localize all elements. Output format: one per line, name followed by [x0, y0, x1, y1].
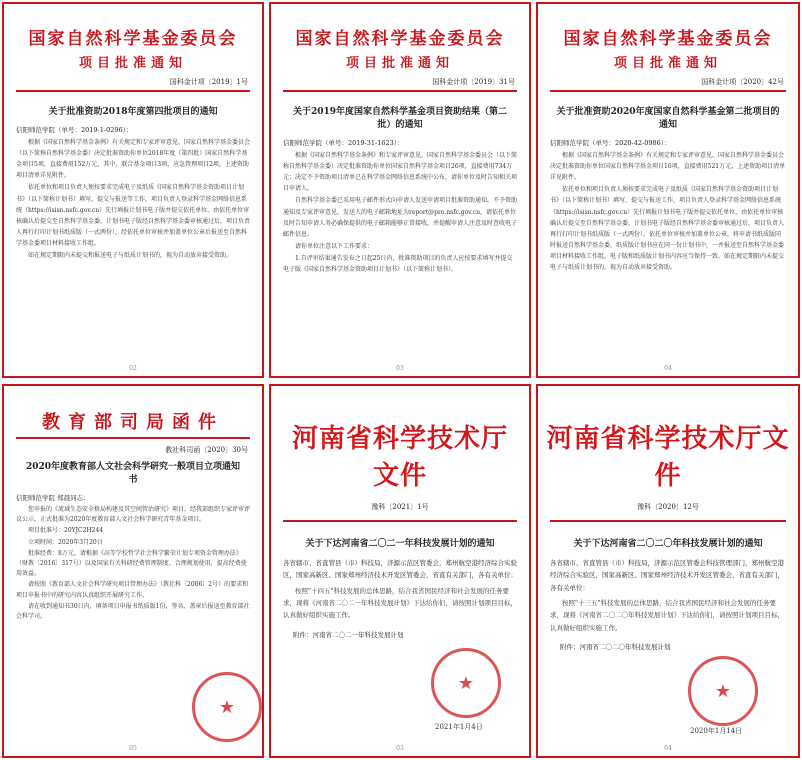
addressee: 各省辖市、省直管县（市）科技局，济源示范区管委会科技管理部门，郑州航空港经济综合实验区，国家高新区、国家郑州经济技术开发区管委会，省直有关部门，各有关单位：	[550, 559, 784, 592]
addressee: 信阳师范学院（单号：2019-31-1623）：	[283, 139, 404, 148]
issue-date: 2020年1月14日	[690, 727, 743, 735]
document-body	[283, 150, 517, 275]
paragraph: 请在收到通知书30日内，填备项目申报书纸质版1份，签名、盖章后报送至教育部社会科学司。	[16, 602, 250, 620]
addressee: 各省辖市、省直管县（市）科技局，济源示范区管委会，郑州航空港经济综合实验区，国家高新区、国家郑州经济技术开发区管委会，省直有关部门，各有关单位：	[283, 559, 517, 580]
header-divider	[283, 520, 517, 522]
document-body	[16, 505, 250, 622]
document-title: 关于下达河南省二〇二〇年科技发展计划的通知	[573, 539, 763, 549]
issue-date: 2021年1月4日	[435, 723, 483, 731]
issuer-header: 国家自然科学基金委员会	[28, 29, 238, 49]
page-number: 05	[129, 745, 137, 752]
document-panel-6	[536, 384, 800, 758]
document-panel-2	[269, 2, 531, 378]
addressee: 信阳师范学院 郑晨同志：	[16, 494, 90, 503]
document-body	[283, 585, 517, 622]
paragraph: 依托单位和项目负责人须按要求完成电子及纸质《国家自然科学基金资助项目计划书》（以下简称计划书）填写、提交与报送等工作，项目负责人登录科学基金网络信息系统（https://isisn.nsfc.gov.cn）先行填报计划书电子版并提交依托单位，由依托单位审核确认后提交至自然科学基金委，计划书电子版经自然科学基金委审核通过后，项目负责人再行打印计划书纸质版（一式两份），经依托单位审核并加盖单位公章后报送至自然科学基金委项目材料接收工作组。	[16, 184, 251, 247]
document-body	[550, 150, 786, 273]
paragraph: 请你单位注意以下工作要求：	[295, 242, 374, 250]
document-title: 关于批准资助2018年度第四批项目的通知	[48, 107, 218, 117]
paragraph: 依托单位和项目负责人须按要求完成电子及纸质《国家自然科学基金资助项目计划书》（以下简称计划书）填写、提交与报送工作，项目负责人登录科学基金网络信息系统（https://isisn.nsfc.gov.cn）先行填报计划书电子版并提交依托单位，由依托单位审核确认后提交至自然科学基金委，计划书电子版经自然科学基金委审核通过后，项目负责人再行打印计划书纸质版（一式两份），依托单位审核并加盖单位公章，将申请书纸质版同时报送自然科学基金委，纸质版计划书应在同一份计划书中，一并报送至自然科学基金委项目材料接收工作组，电子版和纸质版计划书内容应当保持一致。如在规定期限内未提交电子与纸质计划书的，视为自动放弃接受资助。	[550, 186, 785, 272]
paragraph: 立项时间：2020年3月20日	[28, 538, 103, 546]
attachment-line: 附件：河南省二〇二〇年科技发展计划	[560, 643, 671, 652]
document-panel-3	[536, 2, 800, 378]
paragraph: 您申报的《流域生态安全格局构建及其空间管治研究》项目，经我部组织专家评审评议公示，正式批准为2020年度教育部人文社会科学研究青年基金项目。	[16, 506, 251, 524]
notice-subtitle: 项目批准通知	[345, 56, 454, 71]
page-number: 03	[396, 745, 404, 752]
document-title: 关于下达河南省二〇二一年科技发展计划的通知	[305, 539, 495, 549]
document-number: 教社科司函〔2020〕30号	[165, 446, 248, 454]
page-number: 03	[396, 365, 404, 372]
official-seal: ★	[688, 656, 758, 726]
document-body	[550, 597, 786, 634]
paragraph: 根据《国家自然科学基金条例》和专家评审意见，国家自然科学基金委员会（以下简称自然科学基金委）决定批准资助你单位国家自然科学基金项目26项，直接费用734万元；决定不予资助项目清单已在科学基金网络信息系统中公布，请你单位及时告知相关项目申请人。	[283, 152, 518, 193]
header-divider	[16, 437, 250, 439]
notice-subtitle: 项目批准通知	[78, 56, 187, 71]
notice-subtitle: 项目批准通知	[613, 56, 722, 71]
issuer-header: 教育部司局函件	[42, 412, 224, 433]
page-number: 04	[664, 745, 672, 752]
paragraph: 1.自评审结果通告发布之日起25日内，批准资助项目的负责人应按要求填写并提交电子版《国家自然科学基金资助项目计划书》（以下简称计划书）。	[283, 254, 513, 274]
paragraph: 如在规定期限内未提交和报送电子与纸质计划书的，视为自动放弃接受资助。	[28, 251, 233, 259]
paragraph: 批准经费：8万元，请根据《高等学校哲学社会科学繁荣计划专项资金管理办法》（财教〔2016〕317号）以及国家有关科研经费管理制度、合理规划使用，提高经费使用效益。	[16, 549, 247, 578]
header-divider	[550, 90, 786, 92]
paragraph: 自然科学基金委已采用电子邮件形式向申请人发送申请项目批准资助通知，不予资助通知及专家评审意见，发送人的电子邮箱地址为report@pro.nsfc.gov.cn，请依托单位及时告知申请人务必确保提供的电子邮箱能够正常接收，并提醒申请人注意及时查收电子邮件信息。	[283, 197, 518, 238]
document-title: 关于批准资助2020年度国家自然科学基金第二批项目的通知	[556, 107, 780, 131]
official-seal: ★	[192, 672, 262, 742]
paragraph: 按照"十四五"科技发展的总体思路，结合我省国民经济和社会发展的任务要求，现将《河南省二〇二一年科技发展计划》下达给你们，请按照计划项目目标，认真做好组织实施工作。	[283, 586, 517, 620]
issuer-header: 河南省科学技术厅文件	[291, 424, 508, 491]
paragraph: 按照"十三五"科技发展的总体思路，结合我省国民经济和社会发展的任务要求，现将《河南省二〇二〇年科技发展计划》下达给你们，请按照计划项目目标，认真做好组织实施工作。	[550, 599, 784, 632]
header-divider	[16, 90, 250, 92]
document-number: 国科金计项〔2019〕1号	[169, 78, 248, 86]
page-number: 02	[129, 365, 137, 372]
document-panel-4	[2, 384, 264, 758]
attachment-line: 附件：河南省二〇二一年科技发展计划	[293, 630, 404, 639]
document-number: 国科金计项〔2020〕42号	[701, 78, 784, 86]
issuer-header: 国家自然科学基金委员会	[563, 29, 773, 49]
header-divider	[550, 520, 786, 522]
addressee: 信阳师范学院（单号：2019-1-0296）：	[16, 126, 133, 135]
document-panel-5	[269, 384, 531, 758]
document-title: 关于2019年度国家自然科学基金项目资助结果（第二批）的通知	[292, 107, 508, 131]
page-number: 04	[664, 365, 672, 372]
official-seal: ★	[431, 648, 501, 718]
document-panel-1	[2, 2, 264, 378]
paragraph: 请按照《教育部人文社会科学研究项目管理办法》（教社科〔2006〕2号）的要求和项目申报书中的研究内容认真组织开展研究工作。	[16, 581, 249, 599]
document-body	[16, 137, 250, 261]
document-number: 豫科〔2020〕12号	[637, 503, 699, 511]
addressee: 信阳师范学院（单号：2020-42-0986）：	[550, 139, 671, 148]
paragraph: 根据《国家自然科学基金条例》有关规定和专家评审意见，国家自然科学基金委员会决定批准资助你单位国家自然科学基金项目16项，直接费用521万元，上述资助项目清单详见附件。	[550, 152, 786, 182]
issuer-header: 河南省科学技术厅文件	[546, 424, 790, 491]
paragraph: 根据《国家自然科学基金条例》有关规定和专家评审意见，国家自然科学基金委员会（以下简称自然科学基金委）决定批准资助你单位2018年度（第四批）国家自然科学基金项目5项，直接费用152万元，其中，联合基金项目3项，应急管理项目2项，上述资助项目清单详见附件。	[16, 139, 251, 180]
document-number: 国科金计项〔2019〕31号	[432, 78, 515, 86]
document-number: 豫科〔2021〕1号	[371, 503, 429, 511]
issuer-header: 国家自然科学基金委员会	[295, 29, 505, 49]
document-title: 2020年度教育部人文社会科学研究一般项目立项通知书	[25, 462, 241, 486]
header-divider	[283, 90, 517, 92]
paragraph: 项目批准号：20YJC2H244	[28, 527, 104, 535]
